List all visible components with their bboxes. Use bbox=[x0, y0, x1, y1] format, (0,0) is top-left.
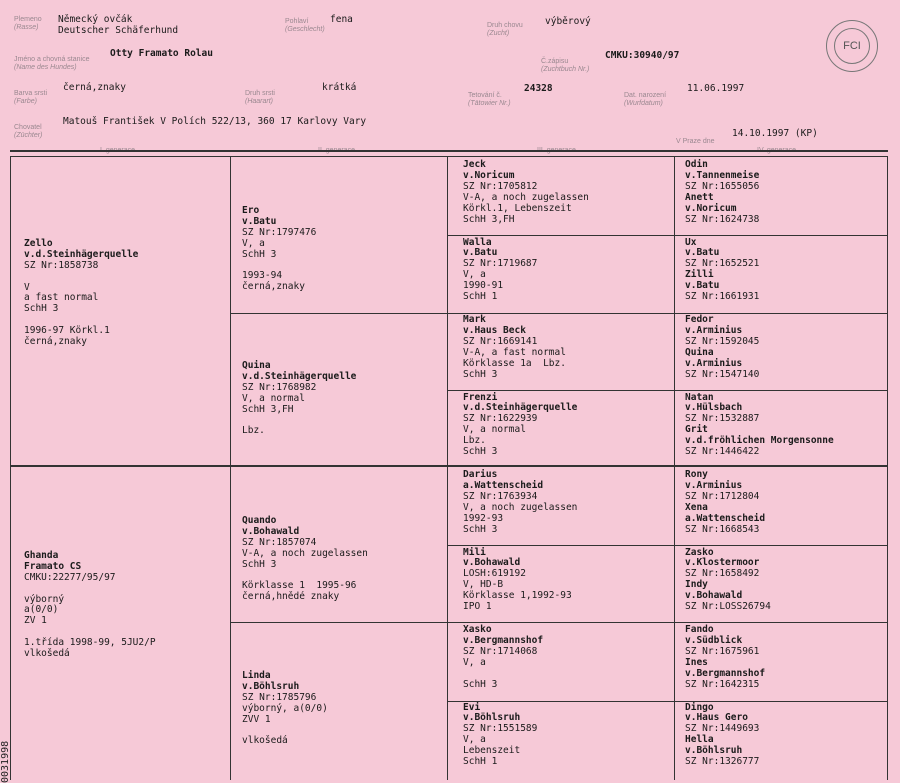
ancestor-line: V, a normal bbox=[242, 392, 305, 404]
ancestor-line: výborný, a(0/0) bbox=[242, 702, 328, 714]
ancestor-line: Körklasse 1,1992-93 bbox=[463, 590, 572, 602]
ancestor-line: v.Haus Beck bbox=[463, 324, 526, 336]
ancestor-line: SchH 1 bbox=[463, 756, 498, 768]
ancestor-line: Fedor bbox=[685, 314, 714, 325]
ancestor-line: SZ Nr:1705812 bbox=[463, 180, 538, 192]
ancestor-line: Fando bbox=[685, 624, 714, 635]
gen-4-ancestor bbox=[685, 315, 759, 380]
ancestor-line: SchH 3,FH bbox=[463, 213, 515, 225]
gen-1-ancestor bbox=[24, 540, 156, 660]
table-rule bbox=[447, 235, 888, 236]
ancestor-line: v.Bohawald bbox=[242, 525, 300, 537]
ancestor-line: vlkošedá bbox=[242, 735, 288, 747]
sex-label: Pohlaví (Geschlecht) bbox=[285, 18, 325, 33]
ancestor-line: SZ Nr:1714068 bbox=[463, 645, 538, 657]
gen-1-ancestor bbox=[24, 228, 138, 348]
ancestor-line: v.Noricum bbox=[463, 169, 515, 181]
issue-place-label: V Praze dne bbox=[676, 138, 715, 145]
color-value: černá,znaky bbox=[63, 82, 126, 93]
ancestor-line: V bbox=[24, 281, 30, 293]
ancestor-line: SZ Nr:1719687 bbox=[463, 258, 538, 270]
breed-de: Deutscher Schäferhund bbox=[58, 25, 179, 36]
ancestor-line: Dingo bbox=[685, 701, 714, 713]
ancestor-line: v.Böhlsruh bbox=[463, 712, 521, 724]
coat-value: krátká bbox=[322, 82, 357, 93]
ancestor-line: SZ Nr:1669141 bbox=[463, 335, 538, 347]
color-label: Barva srsti (Farbe) bbox=[14, 90, 48, 105]
ancestor-line: Frenzi bbox=[463, 391, 498, 403]
ancestor-line: SZ Nr:1655056 bbox=[685, 180, 760, 192]
gen-2-ancestor bbox=[242, 505, 368, 603]
ancestor-line: v.Batu bbox=[685, 280, 720, 292]
gen-4-ancestor bbox=[685, 548, 771, 613]
ancestor-line: SZ Nr:1858738 bbox=[24, 259, 99, 271]
breed-cz: Německý ovčák bbox=[58, 14, 133, 25]
gen-4-ancestor bbox=[685, 393, 834, 458]
ancestor-line: ZVV 1 bbox=[242, 713, 271, 725]
birth-date-label: Dat. narození (Wurfdatum) bbox=[624, 92, 667, 107]
gen-3-ancestor bbox=[463, 393, 577, 458]
ancestor-line: SZ Nr:1642315 bbox=[685, 678, 760, 690]
ancestor-line: SZ Nr:1712804 bbox=[685, 490, 760, 502]
ancestor-line: Linda bbox=[242, 669, 271, 681]
ancestor-line: v.Bohawald bbox=[463, 557, 521, 569]
ancestor-line: v.Böhlsruh bbox=[685, 745, 743, 757]
ancestor-line bbox=[24, 584, 156, 595]
ancestor-line: SchH 1 bbox=[463, 291, 498, 303]
table-rule bbox=[230, 622, 888, 623]
ancestor-line: SZ Nr:1668543 bbox=[685, 523, 760, 535]
ancestor-line: Körkl.1, Lebenszeit bbox=[463, 202, 572, 214]
breed-label: Plemeno (Rasse) bbox=[14, 16, 42, 31]
ancestor-line: Indy bbox=[685, 579, 708, 591]
ancestor-line: Quina bbox=[242, 359, 271, 371]
ancestor-line: SZ Nr:1551589 bbox=[463, 723, 538, 735]
ancestor-line: LOSH:619192 bbox=[463, 568, 526, 580]
ancestor-line: CMKU:22277/95/97 bbox=[24, 571, 116, 583]
ancestor-line: v.Arminius bbox=[685, 479, 743, 491]
ancestor-line: 1992-93 bbox=[463, 512, 504, 524]
breeder-label: Chovatel (Züchter) bbox=[14, 124, 43, 139]
ancestor-line: Zello bbox=[24, 237, 53, 249]
ancestor-line: Anett bbox=[685, 191, 714, 203]
ancestor-line: V, HD-B bbox=[463, 579, 504, 591]
gen-2-ancestor bbox=[242, 195, 316, 293]
ancestor-line: v.Bergmannshof bbox=[463, 634, 544, 646]
ancestor-line: V, a bbox=[463, 734, 486, 746]
ancestor-line: SZ Nr:1547140 bbox=[685, 368, 760, 380]
ancestor-line: 1993-94 bbox=[242, 270, 283, 282]
coat-label: Druh srsti (Haarart) bbox=[245, 90, 275, 105]
table-rule bbox=[10, 156, 11, 780]
table-rule bbox=[10, 156, 888, 157]
ancestor-line: Ero bbox=[242, 204, 260, 216]
name-label: Jméno a chovná stanice (Name des Hundes) bbox=[14, 56, 90, 71]
table-rule bbox=[447, 156, 448, 780]
ancestor-line: Xena bbox=[685, 501, 708, 513]
ancestor-line: V-A, a noch zugelassen bbox=[242, 547, 368, 559]
ancestor-line: Quina bbox=[685, 346, 714, 358]
ancestor-line: v.d.Steinhägerquelle bbox=[242, 370, 357, 382]
ancestor-line: výborný bbox=[24, 593, 65, 605]
ancestor-line: SZ Nr:LOSS26794 bbox=[685, 601, 771, 613]
ancestor-line: SZ Nr:1658492 bbox=[685, 568, 760, 580]
registry-label: Č.zápisu (Zuchtbuch Nr.) bbox=[541, 58, 590, 73]
ancestor-line: Grit bbox=[685, 424, 708, 436]
ancestor-line: SZ Nr:1797476 bbox=[242, 226, 317, 238]
ancestor-line: SZ Nr:1768982 bbox=[242, 381, 317, 393]
ancestor-line: Quando bbox=[242, 514, 277, 526]
ancestor-line: IPO 1 bbox=[463, 601, 492, 613]
ancestor-line: v.d.fröhlichen Morgensonne bbox=[685, 435, 834, 447]
ancestor-line: SZ Nr:1622939 bbox=[463, 413, 538, 425]
breeding-type-value: výběrový bbox=[545, 16, 591, 27]
ancestor-line: V, a normal bbox=[463, 424, 526, 436]
ancestor-line: Xasko bbox=[463, 624, 492, 635]
ancestor-line: a(0/0) bbox=[24, 604, 59, 616]
ancestor-line: SZ Nr:1785796 bbox=[242, 691, 317, 703]
ancestor-line: 1996-97 Körkl.1 bbox=[24, 325, 110, 337]
ancestor-line: vlkošedá bbox=[24, 648, 70, 660]
document-number: 0031998 bbox=[0, 740, 11, 783]
ancestor-line: černá,znaky bbox=[24, 336, 87, 348]
ancestor-line bbox=[463, 669, 543, 680]
ancestor-line: Mili bbox=[463, 546, 486, 558]
ancestor-line: SchH 3 bbox=[463, 523, 498, 535]
sex-value: fena bbox=[330, 14, 353, 25]
ancestor-line: V, a noch zugelassen bbox=[463, 501, 578, 513]
ancestor-line: SZ Nr:1624738 bbox=[685, 213, 760, 225]
ancestor-line: Zasko bbox=[685, 546, 714, 558]
issue-date: 14.10.1997 (KP) bbox=[732, 128, 818, 139]
ancestor-line: Framato CS bbox=[24, 560, 82, 572]
ancestor-line: a.Wattenscheid bbox=[463, 479, 544, 491]
fci-logo-icon: FCI bbox=[826, 20, 878, 72]
ancestor-line: v.d.Steinhägerquelle bbox=[463, 402, 578, 414]
ancestor-line: SZ Nr:1661931 bbox=[685, 291, 760, 303]
ancestor-line: SchH 3 bbox=[242, 558, 277, 570]
ancestor-line: ZV 1 bbox=[24, 615, 47, 627]
gen-2-ancestor bbox=[242, 350, 356, 437]
ancestor-line: v.Noricum bbox=[685, 202, 737, 214]
ancestor-line: SZ Nr:1532887 bbox=[685, 413, 760, 425]
gen-4-ancestor bbox=[685, 625, 765, 690]
ancestor-line: SZ Nr:1449693 bbox=[685, 723, 760, 735]
dog-name: Otty Framato Rolau bbox=[110, 48, 213, 59]
ancestor-line: SchH 3 bbox=[242, 248, 277, 260]
ancestor-line: Odin bbox=[685, 159, 708, 170]
gen-3-ancestor bbox=[463, 625, 543, 690]
table-rule bbox=[674, 156, 675, 780]
ancestor-line: SZ Nr:1763934 bbox=[463, 490, 538, 502]
ancestor-line: 1990-91 bbox=[463, 280, 504, 292]
pedigree-header bbox=[0, 0, 900, 150]
ancestor-line: v.Tannenmeise bbox=[685, 169, 760, 181]
ancestor-line: v.Arminius bbox=[685, 357, 743, 369]
ancestor-line: Darius bbox=[463, 469, 498, 480]
ancestor-line: V-A, a noch zugelassen bbox=[463, 191, 589, 203]
ancestor-line: SchH 3 bbox=[463, 368, 498, 380]
breeder-value: Matouš František V Polích 522/13, 360 17 Karlovy Vary bbox=[63, 116, 367, 127]
registry-number: CMKU:30940/97 bbox=[605, 50, 680, 61]
ancestor-line: 1.třída 1998-99, 5JU2/P bbox=[24, 637, 156, 649]
ancestor-line: v.Bohawald bbox=[685, 590, 743, 602]
ancestor-line: Zilli bbox=[685, 269, 714, 281]
ancestor-line: SchH 3 bbox=[24, 303, 59, 315]
table-rule bbox=[10, 150, 888, 152]
gen-3-ancestor bbox=[463, 160, 589, 225]
ancestor-line: SZ Nr:1652521 bbox=[685, 258, 760, 270]
ancestor-line: a.Wattenscheid bbox=[685, 512, 766, 524]
gen-4-ancestor bbox=[685, 470, 765, 535]
ancestor-line: V-A, a fast normal bbox=[463, 346, 566, 358]
gen-4-ancestor bbox=[685, 160, 759, 225]
ancestor-line: V, a bbox=[242, 237, 265, 249]
breeding-type-label: Druh chovu (Zucht) bbox=[487, 22, 523, 37]
gen-3-ancestor bbox=[463, 238, 537, 303]
ancestor-line: v.Klostermoor bbox=[685, 557, 760, 569]
ancestor-line: SchH 3,FH bbox=[242, 403, 294, 415]
tattoo-value: 24328 bbox=[524, 83, 553, 94]
ancestor-line: v.Batu bbox=[242, 215, 277, 227]
ancestor-line: Rony bbox=[685, 469, 708, 480]
ancestor-line: v.Batu bbox=[685, 247, 720, 259]
table-rule bbox=[887, 156, 888, 780]
ancestor-line: SZ Nr:1857074 bbox=[242, 536, 317, 548]
ancestor-line: Walla bbox=[463, 236, 492, 248]
ancestor-line: v.Südblick bbox=[685, 634, 743, 646]
ancestor-line: Lbz. bbox=[242, 425, 265, 437]
gen-3-ancestor bbox=[463, 703, 537, 768]
ancestor-line: V, a bbox=[463, 656, 486, 668]
ancestor-line: černá,znaky bbox=[242, 281, 305, 293]
ancestor-line: SZ Nr:1326777 bbox=[685, 756, 760, 768]
ancestor-line: Körklasse 1a Lbz. bbox=[463, 357, 566, 369]
table-rule bbox=[447, 545, 888, 546]
ancestor-line: SchH 3 bbox=[463, 678, 498, 690]
pedigree-table bbox=[10, 150, 888, 780]
ancestor-line: Körklasse 1 1995-96 bbox=[242, 580, 357, 592]
ancestor-line: černá,hnědé znaky bbox=[242, 591, 340, 603]
gen-3-ancestor bbox=[463, 470, 577, 535]
table-rule bbox=[10, 465, 888, 467]
ancestor-line: Jeck bbox=[463, 159, 486, 170]
ancestor-line: SZ Nr:1675961 bbox=[685, 645, 760, 657]
gen-4-ancestor bbox=[685, 703, 759, 768]
ancestor-line: Hella bbox=[685, 734, 714, 746]
ancestor-line: v.Arminius bbox=[685, 324, 743, 336]
ancestor-line: Mark bbox=[463, 314, 486, 325]
table-rule bbox=[447, 390, 888, 391]
ancestor-line: v.Hülsbach bbox=[685, 402, 743, 414]
ancestor-line: Ghanda bbox=[24, 549, 59, 561]
ancestor-line: a fast normal bbox=[24, 292, 99, 304]
ancestor-line: V, a bbox=[463, 269, 486, 281]
tattoo-label: Tetování č. (Tätowier Nr.) bbox=[468, 92, 511, 107]
gen-3-ancestor bbox=[463, 548, 572, 613]
ancestor-line: Ux bbox=[685, 236, 697, 248]
gen-2-ancestor bbox=[242, 660, 328, 747]
table-rule bbox=[230, 313, 888, 314]
ancestor-line: SZ Nr:1592045 bbox=[685, 335, 760, 347]
ancestor-line: Evi bbox=[463, 701, 481, 713]
ancestor-line: Lebenszeit bbox=[463, 745, 521, 757]
ancestor-line: v.Batu bbox=[463, 247, 498, 259]
ancestor-line: v.d.Steinhägerquelle bbox=[24, 248, 139, 260]
ancestor-line: SZ Nr:1446422 bbox=[685, 446, 760, 458]
ancestor-line: v.Bergmannshof bbox=[685, 667, 766, 679]
gen-4-ancestor bbox=[685, 238, 759, 303]
ancestor-line: Natan bbox=[685, 391, 714, 403]
ancestor-line bbox=[24, 272, 138, 283]
ancestor-line: v.Haus Gero bbox=[685, 712, 748, 724]
ancestor-line: Ines bbox=[685, 656, 708, 668]
ancestor-line: SchH 3 bbox=[463, 446, 498, 458]
table-rule bbox=[230, 156, 231, 780]
ancestor-line: Lbz. bbox=[463, 435, 486, 447]
birth-date-value: 11.06.1997 bbox=[687, 83, 745, 94]
gen-3-ancestor bbox=[463, 315, 566, 380]
ancestor-line: v.Böhlsruh bbox=[242, 680, 300, 692]
